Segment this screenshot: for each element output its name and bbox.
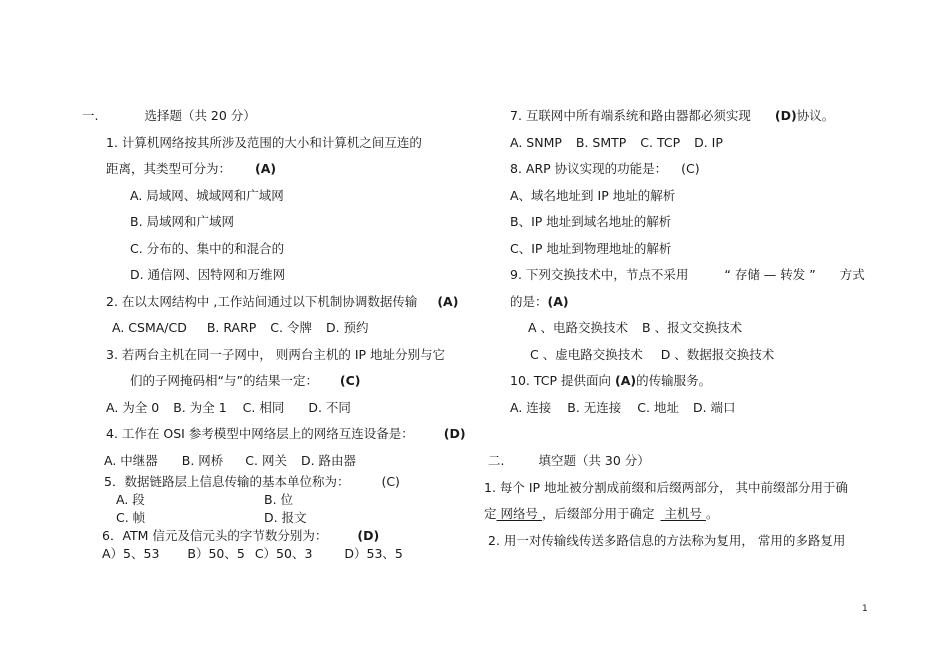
q2-answer: (A) <box>437 294 459 309</box>
q9-option-c: C 、虚电路交换技术 <box>530 347 643 362</box>
q1-option-a: A. 局域网、城域网和广域网 <box>130 188 284 203</box>
q9-option-b: B 、报文交换技术 <box>642 320 743 335</box>
q8-stem <box>510 161 700 177</box>
q9-options-row1 <box>528 320 742 336</box>
q2-options <box>112 320 369 336</box>
q3-line1: 3. 若两台主机在同一子网中， 则两台主机的 IP 地址分别与它 <box>106 347 446 362</box>
q3-line2 <box>130 373 361 389</box>
q10-options <box>510 400 736 416</box>
q9-options-row2 <box>530 347 774 363</box>
q3-option-b: B. 为全 1 <box>173 400 227 415</box>
q2-stem <box>106 294 458 310</box>
q7-option-d: D. IP <box>694 135 723 150</box>
q7-option-b: B. SMTP <box>575 135 627 150</box>
q5-option-a: A. 段 <box>116 492 145 507</box>
f1-line2 <box>484 506 718 522</box>
q1-option-d: D. 通信网、因特网和万维网 <box>130 267 286 282</box>
q10-option-c: C. 地址 <box>637 400 679 415</box>
f1-line1: 1. 每个 IP 地址被分割成前缀和后缀两部分， 其中前缀部分用于确 <box>484 480 849 495</box>
f1-text-a: 定 <box>484 506 497 521</box>
q2-text: 2. 在以太网结构中 ,工作站间通过以下机制协调数据传输 <box>106 294 418 309</box>
q10-option-b: B. 无连接 <box>567 400 622 415</box>
q2-option-b: B. RARP <box>206 320 257 335</box>
q9-line1 <box>510 267 865 283</box>
q2-option-d: D. 预约 <box>325 320 369 335</box>
q10-post: 的传输服务。 <box>636 373 712 388</box>
q4-answer: (D) <box>443 426 466 441</box>
q5-option-d: D. 报文 <box>264 510 307 525</box>
section-1-number: 一. <box>82 108 99 123</box>
q7-text: 7. 互联网中所有端系统和路由器都必须实现 <box>510 108 751 123</box>
q7-tail: 协议。 <box>796 108 835 123</box>
q1-stem: 距离，其类型可分为： <box>106 161 232 176</box>
q2-option-c: C. 令牌 <box>270 320 312 335</box>
section-1-heading <box>82 108 256 124</box>
f1-blank-network: 网络号 <box>496 506 542 521</box>
q10-answer: (A) <box>614 373 637 388</box>
f1-text-c: 。 <box>705 506 719 521</box>
q7-option-a: A. SNMP <box>510 135 562 150</box>
page-number: 1 <box>862 604 868 614</box>
q5-option-b: B. 位 <box>264 492 294 507</box>
q4-options <box>104 453 356 469</box>
q10-option-d: D. 端口 <box>692 400 736 415</box>
q9-option-a: A 、电路交换技术 <box>528 320 629 335</box>
q6-options <box>102 546 403 562</box>
q1-line1: 1. 计算机网络按其所涉及范围的大小和计算机之间互连的 <box>106 135 422 150</box>
q9-stem: 9. 下列交换技术中，节点不采用 <box>510 267 689 282</box>
q3-option-a: A. 为全 0 <box>106 400 160 415</box>
q6-option-a: A）5、53 <box>102 546 160 561</box>
q4-option-a: A. 中继器 <box>104 453 158 468</box>
q7-stem <box>510 108 834 124</box>
q8-option-a: A、域名地址到 IP 地址的解析 <box>510 188 676 203</box>
q8-option-b: B、IP 地址到域名地址的解析 <box>510 214 672 229</box>
q6-answer: (D) <box>357 528 380 543</box>
q7-option-c: C. TCP <box>640 135 681 150</box>
q10-pre: 10. TCP 提供面向 <box>510 373 611 388</box>
q5-option-c: C. 帧 <box>116 510 146 525</box>
q4-option-c: C. 网关 <box>245 453 287 468</box>
q3-answer: (C) <box>339 373 361 388</box>
q7-options <box>510 135 723 151</box>
q3-stem: 们的子网掩码相“与”的结果一定： <box>130 373 318 388</box>
q6-stem <box>102 528 379 544</box>
section-1-title: 选择题（共 20 分） <box>144 108 256 123</box>
q6-text: 6．ATM 信元及信元头的字节数分别为： <box>102 528 328 543</box>
q10-option-a: A. 连接 <box>510 400 552 415</box>
section-2-number: 二. <box>488 453 505 468</box>
q1-line2 <box>106 161 276 177</box>
q9-answer: (A) <box>547 294 569 309</box>
q1-answer: (A) <box>254 161 277 176</box>
q9-line2 <box>510 294 569 310</box>
q5-text: 5．数据链路层上信息传输的基本单位称为： <box>104 474 350 489</box>
q4-stem <box>106 426 466 442</box>
q8-option-c: C、IP 地址到物理地址的解析 <box>510 241 672 256</box>
q8-answer: (C) <box>681 161 700 176</box>
q4-option-d: D. 路由器 <box>300 453 357 468</box>
q6-option-c: C）50、3 <box>254 546 313 561</box>
q1-option-b: B. 局域网和广域网 <box>130 214 235 229</box>
q5-answer: (C) <box>381 474 400 489</box>
q10-stem <box>510 373 711 389</box>
q3-options <box>106 400 351 416</box>
f1-text-b: ，后缀部分用于确定 <box>541 506 655 521</box>
section-2-heading <box>488 453 650 469</box>
q3-option-c: C. 相同 <box>242 400 285 415</box>
q4-option-b: B. 网桥 <box>181 453 224 468</box>
q9-tail: 方式 <box>839 267 865 282</box>
q5-stem <box>104 474 400 490</box>
q9-stem2: 的是： <box>510 294 548 309</box>
q8-text: 8. ARP 协议实现的功能是： <box>510 161 668 176</box>
q1-option-c: C. 分布的、集中的和混合的 <box>130 241 285 256</box>
section-2-title: 填空题（共 30 分） <box>538 453 650 468</box>
f2-line1: 2. 用一对传输线传送多路信息的方法称为复用， 常用的多路复用 <box>488 533 846 548</box>
q6-option-b: B）50、5 <box>187 546 245 561</box>
f1-blank-host: 主机号 <box>660 506 706 521</box>
q6-option-d: D）53、5 <box>344 546 403 561</box>
q9-quote: “ 存储 — 转发 ” <box>724 267 816 282</box>
q4-text: 4. 工作在 OSI 参考模型中网络层上的网络互连设备是： <box>106 426 414 441</box>
q9-option-d: D 、数据报交换技术 <box>660 347 775 362</box>
q7-answer: (D) <box>774 108 797 123</box>
q2-option-a: A. CSMA/CD <box>112 320 187 335</box>
q3-option-d: D. 不同 <box>308 400 351 415</box>
